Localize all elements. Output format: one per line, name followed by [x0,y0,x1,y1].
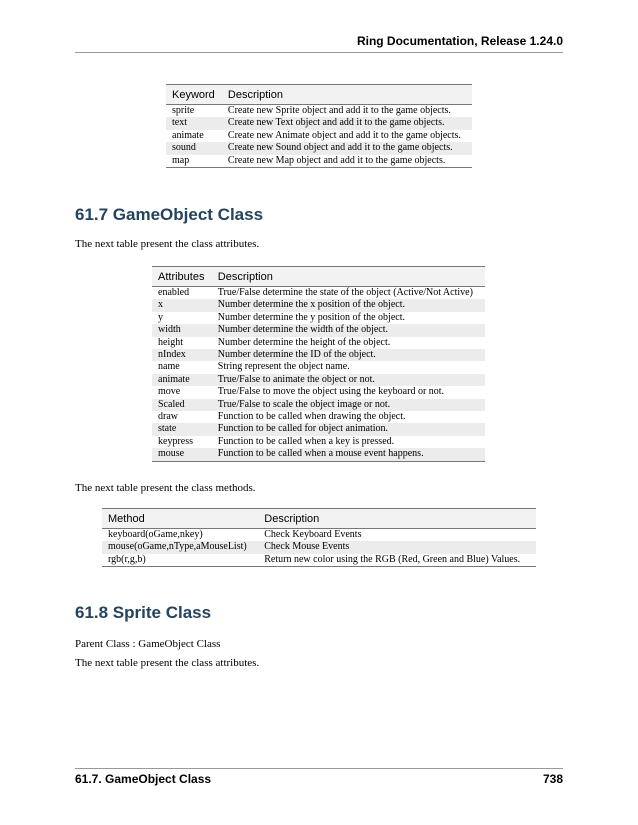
running-header [75,30,563,53]
paragraph: The next table present the class attributes. [75,238,260,250]
table-cell-key: animate [172,129,204,141]
header-title: Ring Documentation, Release 1.24.0 [356,34,563,48]
table-cell-description: Number determine the x position of the object. [212,299,485,311]
table-row [166,105,472,118]
table-row [152,337,485,349]
column-header: Attributes [152,267,212,287]
paragraph: Parent Class : GameObject Class [75,638,221,650]
table-row [166,130,472,142]
table-row [152,287,485,300]
table-cell-description: Number determine the width of the object. [212,324,485,336]
table-row [152,399,485,411]
column-header: Keyword [166,85,222,105]
table-cell-key: rgb(r,g,b) [102,554,258,567]
section-heading: 61.8 Sprite Class [75,603,212,622]
table-row [152,374,485,386]
table-row [166,117,472,129]
table-row [152,312,485,324]
table-cell-key: map [166,155,222,168]
table-cell-key: move [158,386,181,398]
table-cell-description: Function to be called when drawing the object. [217,411,406,423]
table-row [102,529,536,542]
table-cell-key: Scaled [152,399,212,411]
table-cell-description: True/False determine the state of the object (Active/Not Active) [217,287,473,298]
table-cell-description: Create new Map object and add it to the game objects. [222,155,472,168]
table-cell-description: String represent the object name. [217,361,350,373]
table-cell-key: sound [166,142,222,154]
column-header: Method [102,509,258,529]
table-cell-key: y [158,311,163,323]
table-row [166,142,472,154]
table-row [102,554,536,567]
table-cell-key: x [152,299,212,311]
table-cell-key: height [158,336,183,348]
table-row [166,155,472,168]
table-cell-key: draw [158,411,178,423]
table-row [152,411,485,423]
table-cell-key: state [152,423,212,435]
table-cell-description: Function to be called when a key is pressed. [217,435,395,447]
table-cell-description: Create new Sprite object and add it to the game objects. [227,105,451,116]
table-row [102,541,536,553]
paragraph: The next table present the class methods. [75,482,256,494]
table-cell-key: name [158,361,180,373]
table-cell-description: Create new Text object and add it to the game objects. [222,117,472,129]
table-cell-description: Function to be called when a mouse event happens. [212,448,485,461]
table-cell-description: Create new Sound object and add it to the game objects. [222,142,472,154]
table-cell-key: nIndex [152,349,212,361]
methods-table [102,508,536,567]
column-header: Description [258,509,536,529]
table-row [152,349,485,361]
table-cell-description: Return new color using the RGB (Red, Green and Blue) Values. [258,554,536,567]
attributes-table [152,266,485,462]
table-row [152,299,485,311]
table-row [152,324,485,336]
table-cell-key: width [152,324,212,336]
footer-section: 61.7. GameObject Class [75,772,212,786]
table-cell-key: keyboard(oGame,nkey) [108,529,203,540]
table-row [152,448,485,461]
table-cell-description: Create new Animate object and add it to the game objects. [227,129,461,141]
table-header-row [102,509,536,529]
table-cell-description: Function to be called for object animation. [212,423,485,435]
keyword-table [166,84,472,168]
running-footer [75,768,563,786]
table-cell-description: Check Keyboard Events [264,529,362,540]
table-cell-description: Number determine the y position of the object. [217,311,405,323]
table-cell-key: keypress [158,435,193,447]
table-cell-description: Number determine the height of the object. [217,336,391,348]
table-cell-description: True/False to animate the object or not. [212,374,485,386]
column-header: Description [212,267,485,287]
table-cell-key: animate [152,374,212,386]
table-header-row [166,85,472,105]
table-cell-key: text [166,117,222,129]
table-row [152,361,485,373]
table-cell-key: sprite [172,105,195,116]
table-row [152,386,485,398]
table-row [152,436,485,448]
table-cell-key: mouse [152,448,212,461]
table-cell-description: Number determine the ID of the object. [212,349,485,361]
table-cell-description: Check Mouse Events [258,541,536,553]
table-row [152,423,485,435]
page-number: 738 [542,772,563,786]
table-header-row [152,267,485,287]
table-cell-description: True/False to move the object using the keyboard or not. [217,386,445,398]
section-heading: 61.7 GameObject Class [75,205,264,224]
table-cell-key: mouse(oGame,nType,aMouseList) [102,541,258,553]
table-cell-description: True/False to scale the object image or not. [212,399,485,411]
paragraph: The next table present the class attributes. [75,657,260,669]
column-header: Description [222,85,472,105]
table-cell-key: enabled [158,287,190,298]
